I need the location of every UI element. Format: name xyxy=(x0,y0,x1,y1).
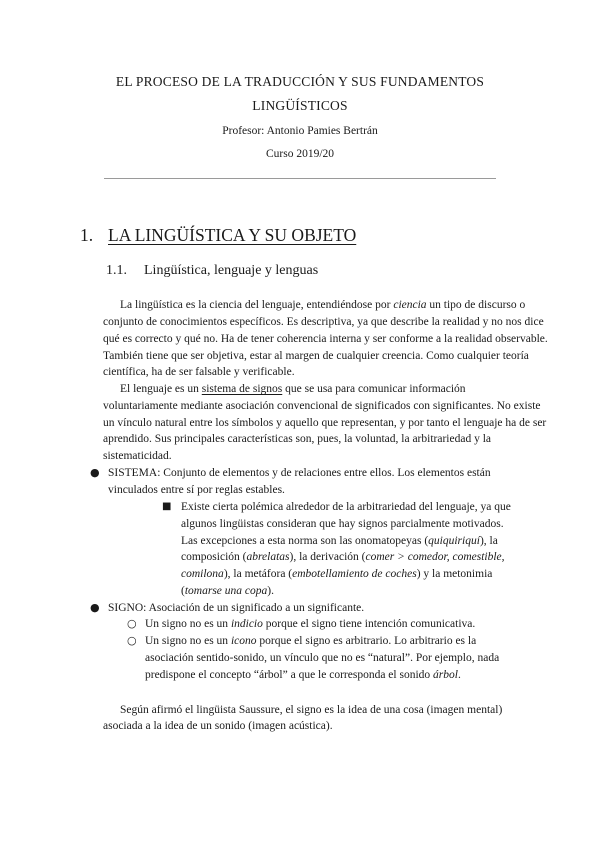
professor-line: Profesor: Antonio Pamies Bertrán xyxy=(222,125,378,137)
para1-line3: qué es correcto y qué no. Ha de tener coherencia interna y ser conforme a la realidad observable. xyxy=(103,333,548,345)
para1-line1 xyxy=(120,297,525,313)
square-line4 xyxy=(181,549,505,565)
square-italic: comer > comedor, comestible, xyxy=(365,551,505,563)
circle2-line2: asociación sentido-sonido, un vínculo que no es “natural”. Por ejemplo, nada xyxy=(145,652,500,664)
circle-text: porque el signo tiene intención comunicativa. xyxy=(262,618,476,630)
square-text: Las excepciones a esta norma son las onomatopeyas ( xyxy=(181,535,429,547)
square-bullet-icon: ■ xyxy=(162,501,172,512)
para2-line5: sistematicidad. xyxy=(103,450,172,462)
circle-italic: icono xyxy=(230,635,257,647)
para2-line1 xyxy=(120,381,466,397)
circle-bullet-icon: ○ xyxy=(127,634,137,647)
circle-text: predispone el concepto “árbol” a que le corresponda el sonido xyxy=(145,669,434,681)
document-title-line1: EL PROCESO DE LA TRADUCCIÓN Y SUS FUNDAMENTOS xyxy=(115,74,485,89)
square-italic: embotellamiento de coches xyxy=(292,568,417,580)
subsection-title: Lingüística, lenguaje y lenguas xyxy=(144,263,319,278)
para1-italic-ciencia: ciencia xyxy=(393,299,427,311)
para2-underlined-term: sistema de signos xyxy=(201,383,283,395)
para1-line4: También tiene que ser objetiva, estar al margen de cualquier creencia. Como cualquier teoría xyxy=(103,350,529,362)
circle2-line1 xyxy=(145,633,476,649)
para2-line4: aprendido. Sus principales características son, pues, la voluntad, la arbitrariedad y la xyxy=(103,433,491,445)
square-text: ). xyxy=(267,585,274,597)
circle-italic: indicio xyxy=(230,618,263,630)
sistema-line2: vinculados entre sí por reglas estables. xyxy=(108,484,285,496)
circle-italic: árbol xyxy=(433,669,458,681)
header-divider xyxy=(104,178,496,179)
square-line1: Existe cierta polémica alrededor de la arbitrariedad del lenguaje, ya que xyxy=(181,501,511,513)
square-italic: comilona xyxy=(181,568,224,580)
square-italic: abrelatas xyxy=(246,551,290,563)
para1-line5: científica, ha de ser falsable y verificable. xyxy=(103,366,295,378)
sistema-line1: SISTEMA: Conjunto de elementos y de relaciones entre ellos. Los elementos están xyxy=(108,467,491,479)
course-line: Curso 2019/20 xyxy=(265,148,335,160)
para1-text: La lingüística es la ciencia del lenguaje, entendiéndose por xyxy=(120,299,394,311)
circle-bullet-icon: ○ xyxy=(127,617,137,630)
para2-text: que se usa para comunicar información xyxy=(282,383,466,395)
subsection-number: 1.1. xyxy=(106,263,127,278)
section-title: LA LINGÜÍSTICA Y SU OBJETO xyxy=(108,225,357,245)
circle-text: porque el signo es arbitrario. Lo arbitrario es la xyxy=(256,635,477,647)
square-line6 xyxy=(181,583,274,599)
square-text: ), la derivación ( xyxy=(289,551,366,563)
circle2-line3 xyxy=(145,667,461,683)
square-text: ), la metáfora ( xyxy=(223,568,293,580)
circle-text: Un signo no es un xyxy=(145,635,231,647)
square-line2: algunos lingüistas consideran que hay signos parcialmente motivados. xyxy=(181,518,504,530)
square-line3 xyxy=(181,533,498,549)
para3-line2: asociada a la idea de un sonido (imagen acústica). xyxy=(103,720,333,732)
square-text: ) y la metonimia xyxy=(416,568,493,580)
document-title-line2: LINGÜÍSTICOS xyxy=(252,98,348,113)
para3-line1: Según afirmó el lingüista Saussure, el signo es la idea de una cosa (imagen mental) xyxy=(120,704,503,716)
square-text: ( xyxy=(181,585,185,597)
square-italic: tomarse una copa xyxy=(184,585,268,597)
section-number: 1. xyxy=(80,225,94,245)
para1-line2: conjunto de conocimientos específicos. Es descriptiva, ya que describe la realidad y no nos dice xyxy=(103,316,544,328)
square-text: composición ( xyxy=(181,551,247,563)
square-italic: quiquiriquí xyxy=(428,535,480,547)
square-line5 xyxy=(181,566,492,582)
para2-text: El lenguaje es un xyxy=(120,383,202,395)
disc-bullet-icon: ● xyxy=(90,601,100,614)
square-text: ), la xyxy=(479,535,498,547)
para2-line2: voluntariamente mediante asociación convencional de significados con significantes. No existe xyxy=(103,400,541,412)
disc-bullet-icon: ● xyxy=(90,466,100,479)
circle1-line xyxy=(145,616,475,632)
circle-text: Un signo no es un xyxy=(145,618,231,630)
para1-text: un tipo de discurso o xyxy=(426,299,526,311)
signo-line: SIGNO: Asociación de un significado a un significante. xyxy=(108,602,365,614)
para2-line3: un vínculo natural entre los símbolos y aquello que representan, y por tanto el lenguaje ha de ser xyxy=(103,417,547,429)
circle-text: . xyxy=(457,669,461,681)
